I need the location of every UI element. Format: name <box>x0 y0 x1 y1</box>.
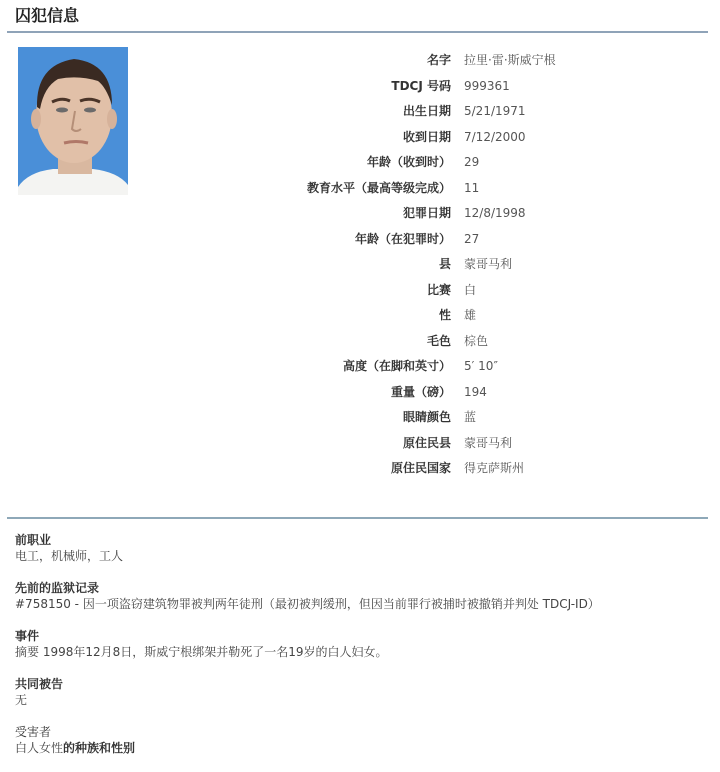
info-label: 教育水平（最高等级完成） <box>306 180 451 195</box>
info-label: 年龄（在犯罪时） <box>354 231 451 246</box>
prior-prison-record-value: #758150 - 因一项盗窃建筑物罪被判两年徒刑（最初被判缓刑，但因当前罪行被捕时被撤销并判处 TDCJ-ID） <box>15 597 600 611</box>
info-label: 原住民国家 <box>390 461 451 475</box>
info-label: TDCJ 号码 <box>391 78 451 93</box>
info-value: 雄 <box>464 308 477 322</box>
prior-prison-record-section <box>15 580 705 612</box>
info-label: 眼睛颜色 <box>402 410 451 424</box>
victim-value <box>15 740 705 756</box>
co-defendants-label: 共同被告 <box>15 677 64 691</box>
info-value: 29 <box>464 155 480 169</box>
prior-prison-record-label: 先前的监狱记录 <box>15 581 100 595</box>
info-label: 毛色 <box>426 333 451 348</box>
info-row-county <box>0 252 720 278</box>
info-value: 7/12/2000 <box>464 129 526 144</box>
info-row-hair-color <box>0 329 720 355</box>
info-row-age-at-offense <box>0 227 720 253</box>
info-label: 收到日期 <box>402 129 451 144</box>
inmate-info-table <box>0 48 720 482</box>
info-label: 名字 <box>426 53 451 67</box>
prior-occupation-label: 前职业 <box>15 533 52 547</box>
inmate-details <box>15 532 705 772</box>
info-value: 194 <box>464 384 487 399</box>
info-value: 999361 <box>464 78 510 93</box>
prior-occupation-section <box>15 532 705 564</box>
info-value: 蓝 <box>464 410 477 424</box>
info-label: 犯罪日期 <box>402 206 451 220</box>
info-row-race <box>0 278 720 304</box>
victim-race-gender-suffix: 的种族和性别 <box>63 741 136 755</box>
info-value: 12/8/1998 <box>464 206 526 220</box>
info-row-native-county <box>0 431 720 457</box>
page-title: 囚犯信息 <box>15 6 80 25</box>
info-row-tdcj-number <box>0 74 720 100</box>
prior-occupation-value: 电工，机械师，工人 <box>15 549 124 563</box>
info-row-education-level <box>0 176 720 202</box>
incident-label: 事件 <box>15 629 40 643</box>
info-value: 白 <box>464 282 477 297</box>
info-label: 出生日期 <box>402 104 451 118</box>
info-row-date-received <box>0 125 720 151</box>
info-row-native-state <box>0 456 720 482</box>
info-label: 原住民县 <box>402 435 451 450</box>
info-label: 高度（在脚和英寸） <box>342 359 451 373</box>
info-value: 拉里·雷·斯威宁根 <box>464 53 556 67</box>
info-row-weight <box>0 380 720 406</box>
info-value: 27 <box>464 231 480 246</box>
incident-section <box>15 628 705 660</box>
info-value: 蒙哥马利 <box>464 435 513 450</box>
info-value: 5′ 10″ <box>464 359 498 373</box>
info-row-gender <box>0 303 720 329</box>
info-row-date-of-birth <box>0 99 720 125</box>
info-value: 得克萨斯州 <box>464 461 525 475</box>
victim-race-gender: 白人女性 <box>15 741 64 755</box>
victim-label: 受害者 <box>15 725 52 739</box>
info-value: 蒙哥马利 <box>464 257 513 271</box>
info-row-age-received <box>0 150 720 176</box>
info-label: 年龄（收到时） <box>366 155 451 169</box>
header-divider <box>7 31 708 33</box>
info-label: 重量（磅） <box>390 384 451 399</box>
info-value: 11 <box>464 180 480 195</box>
info-value: 棕色 <box>464 333 489 348</box>
info-row-eye-color <box>0 405 720 431</box>
info-row-height <box>0 354 720 380</box>
co-defendants-value: 无 <box>15 693 28 707</box>
info-label: 县 <box>438 257 451 271</box>
victim-section <box>15 724 705 756</box>
info-row-date-of-offense <box>0 201 720 227</box>
info-value: 5/21/1971 <box>464 104 526 118</box>
incident-value: 摘要 1998年12月8日，斯威宁根绑架并勒死了一名19岁的白人妇女。 <box>15 645 388 659</box>
info-row-name <box>0 48 720 74</box>
co-defendants-section <box>15 676 705 708</box>
section-divider <box>7 517 708 519</box>
info-label: 性 <box>438 308 451 322</box>
info-label: 比赛 <box>426 282 451 297</box>
